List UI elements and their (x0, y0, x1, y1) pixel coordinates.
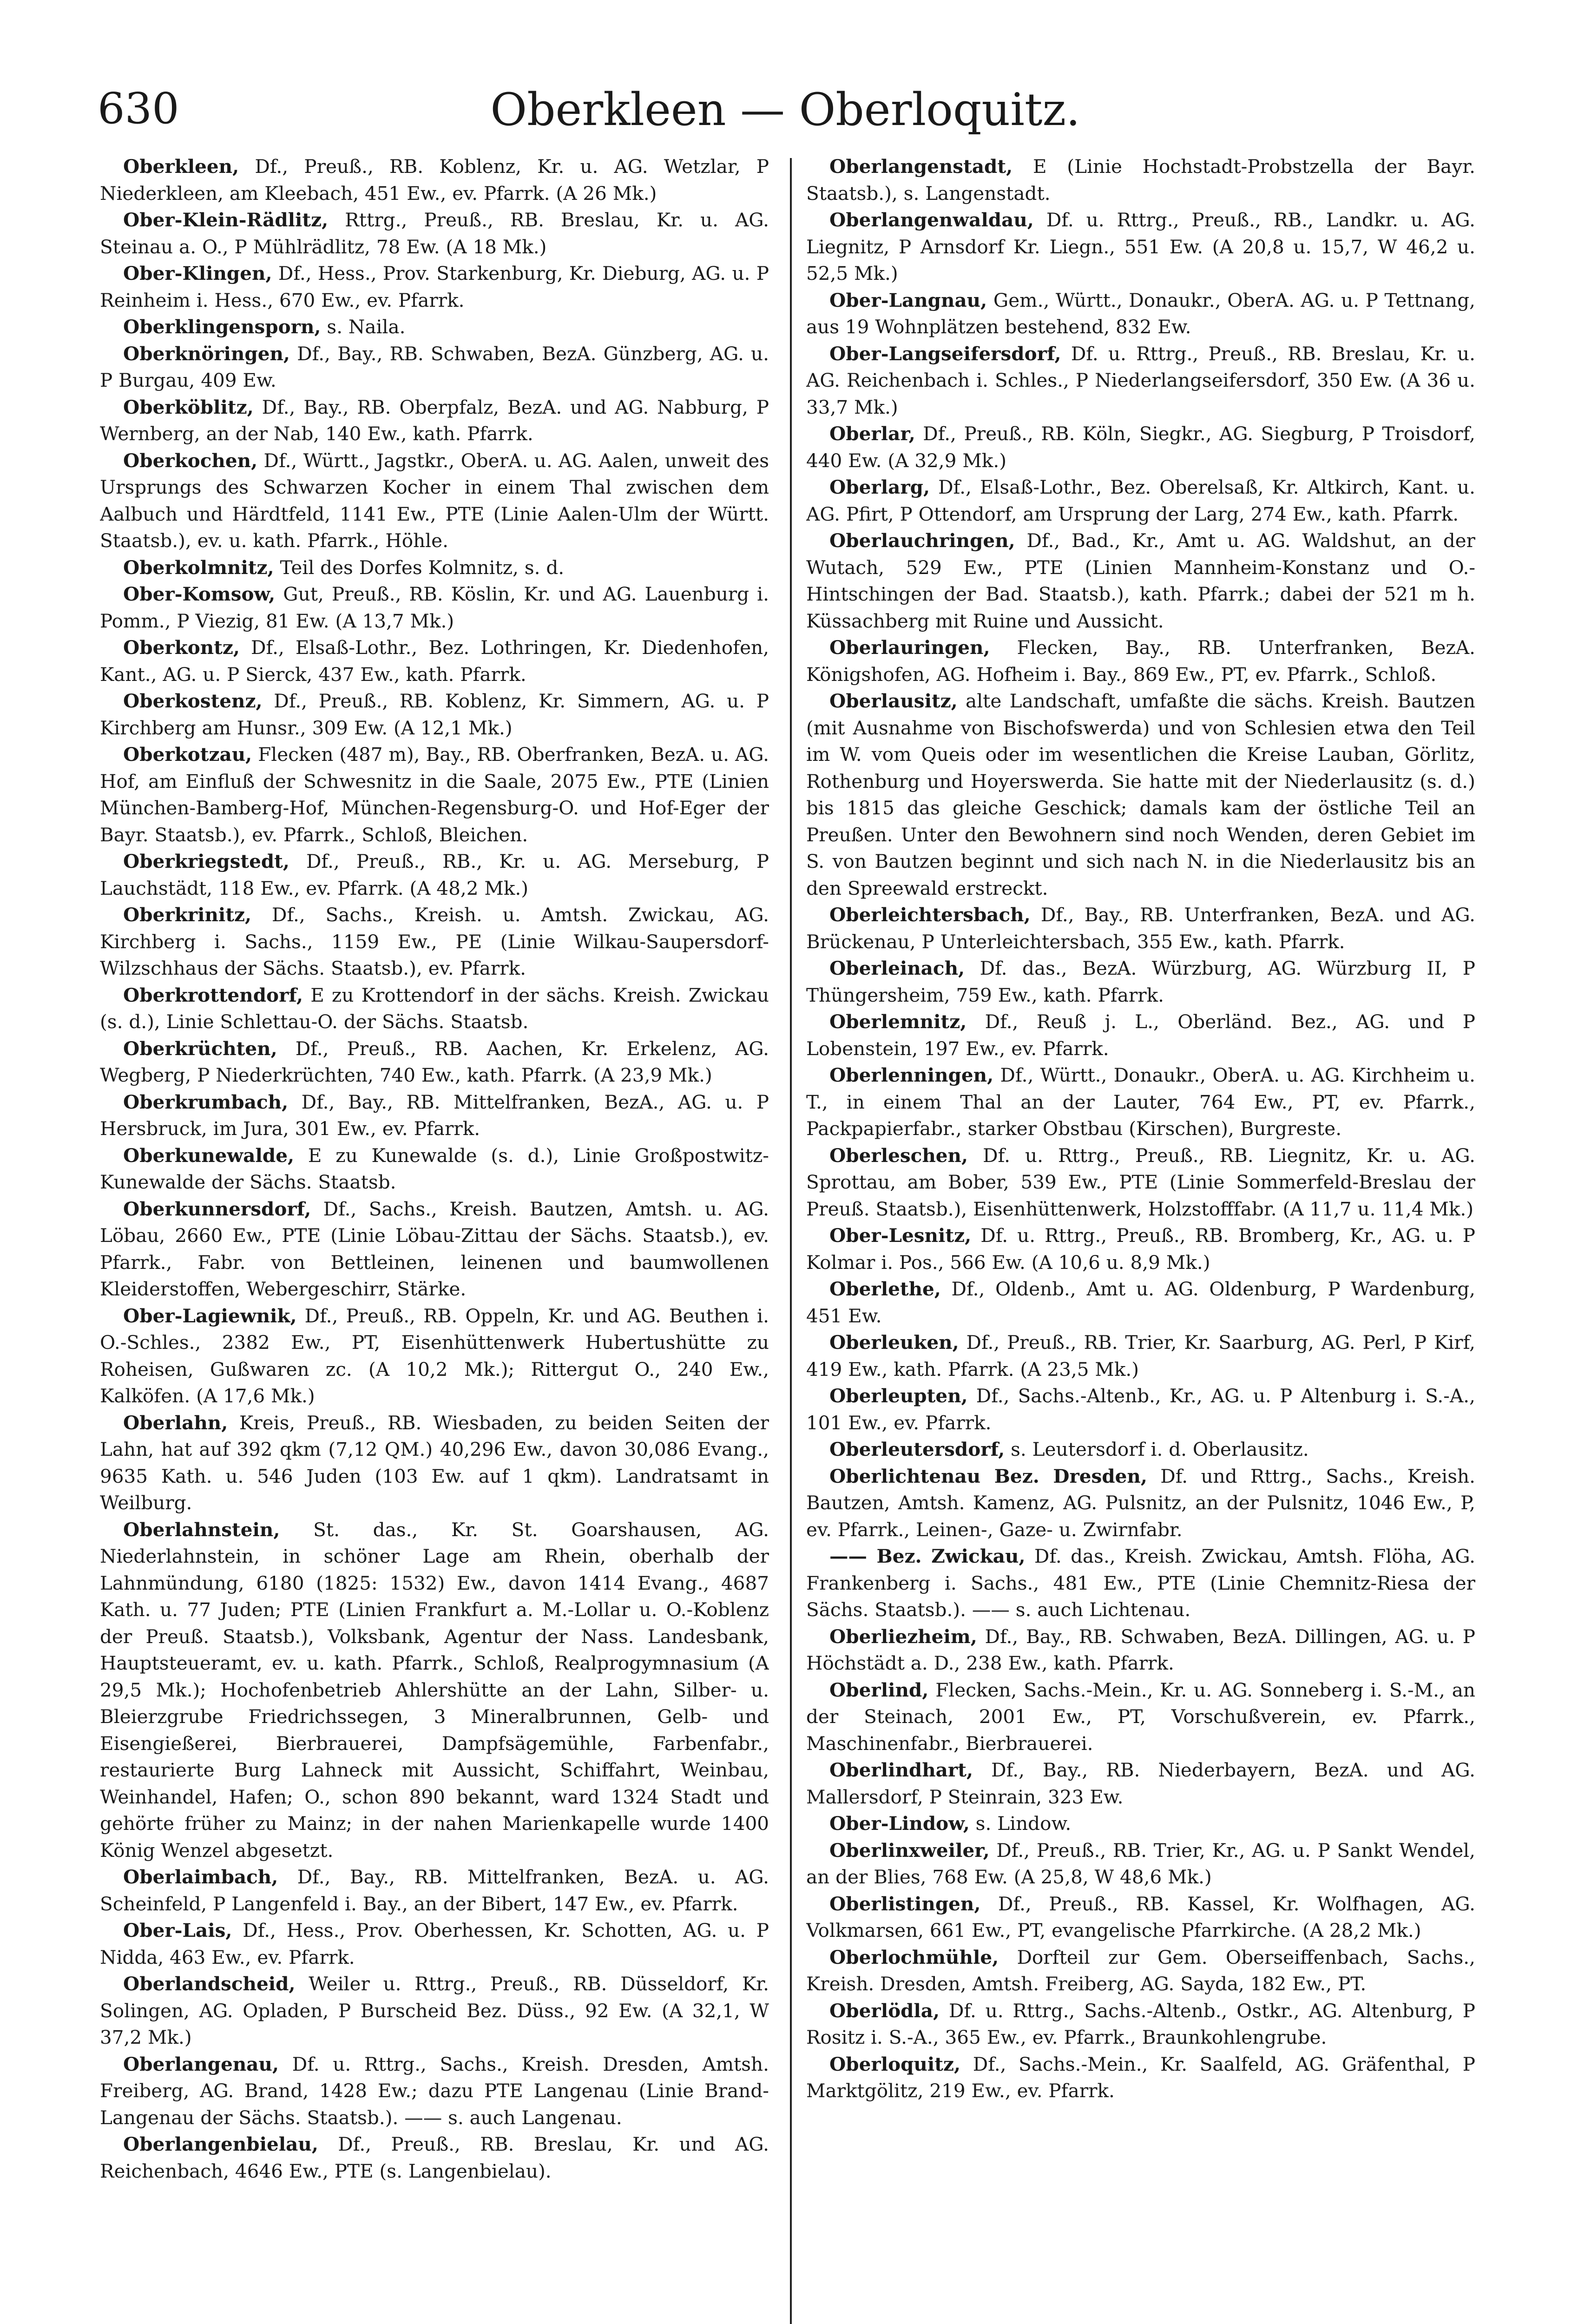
entry-text: Flecken (487 m), Bay., RB. Oberfranken, BezA. u. AG. Hof, am Einfluß der Schwesnitz in die Saale, 2075 Ew., PTE (Linien München-Bamberg-Hof, München-Regensburg-O. und Hof-Eger der Bayr. Staatsb.), ev. Pfarrk., Schloß, Bleichen. (100, 743, 769, 846)
entry-text: Df., Elsaß-Lothr., Bez. Lothringen, Kr. Diedenhofen, Kant., AG. u. P Sierck, 437 Ew., kath. Pfarrk. (100, 636, 769, 686)
entry-text: Df., Reuß j. L., Oberländ. Bez., AG. und P Lobenstein, 197 Ew., ev. Pfarrk. (806, 1010, 1475, 1060)
dictionary-entry (100, 341, 769, 394)
dictionary-entry (100, 848, 769, 902)
entry-text: Flecken, Sachs.-Mein., Kr. u. AG. Sonneberg i. S.-M., an der Steinach, 2001 Ew., PT, Vorschußverein, ev. Pfarrk., Maschinenfabr., Bierbrauerei. (806, 1678, 1475, 1755)
dictionary-entry (806, 1810, 1475, 1837)
dictionary-entry (806, 1142, 1475, 1223)
entry-headword: Oberleupten, (829, 1385, 968, 1407)
dictionary-entry (100, 688, 769, 741)
entry-text: s. Leutersdorf i. d. Oberlausitz. (1005, 1438, 1309, 1460)
entry-text: Df., Sachs.-Mein., Kr. Saalfeld, AG. Gräfenthal, P Marktgölitz, 219 Ew., ev. Pfarrk. (806, 2053, 1475, 2102)
dictionary-entry (100, 1303, 769, 1410)
entry-text: E zu Krottendorf in der sächs. Kreish. Zwickau (s. d.), Linie Schlettau-O. der Sächs. Staatsb. (100, 984, 769, 1033)
entry-headword: Oberlangenbielau, (123, 2133, 318, 2155)
entry-text: Df., Elsaß-Lothr., Bez. Oberelsaß, Kr. Altkirch, Kant. u. AG. Pfirt, P Ottendorf, am Ursprung der Larg, 274 Ew., kath. Pfarrk. (806, 476, 1475, 525)
entry-headword: Oberkrüchten, (123, 1037, 277, 1060)
entry-text: s. Naila. (321, 316, 406, 338)
entry-headword: Ober-Langseifersdorf, (829, 342, 1061, 365)
entry-headword: Oberkotzau, (123, 743, 252, 766)
entry-text: Df., Preuß., RB. Oppeln, Kr. und AG. Beuthen i. O.-Schles., 2382 Ew., PT, Eisenhüttenwerk Hubertushütte zu Roheisen, Gußwaren zc. (A 10,2 Mk.); Rittergut O., 240 Ew., Kalköfen. (A 17,6 Mk.) (100, 1304, 769, 1407)
entry-text: Df., Hess., Prov. Oberhessen, Kr. Schotten, AG. u. P Nidda, 463 Ew., ev. Pfarrk. (100, 1919, 769, 1968)
entry-text: Df., Bay., RB. Schwaben, BezA. Günzberg, AG. u. P Burgau, 409 Ew. (100, 342, 769, 391)
entry-headword: Ober-Klingen, (123, 262, 272, 284)
entry-headword: Ober-Lais, (123, 1919, 232, 1941)
entry-headword: Oberlindhart, (829, 1759, 973, 1781)
entry-text: E zu Kunewalde (s. d.), Linie Großpostwitz-Kunewalde der Sächs. Staatsb. (100, 1144, 769, 1193)
entry-text: Df., Bay., RB. Unterfranken, BezA. und AG. Brückenau, P Unterleichtersbach, 355 Ew., kath. Pfarrk. (806, 904, 1475, 953)
entry-headword: Ober-Lagiewnik, (123, 1304, 297, 1327)
entry-text: Df., Sachs., Kreish. u. Amtsh. Zwickau, AG. Kirchberg i. Sachs., 1159 Ew., PE (Linie Wilkau-Saupersdorf-Wilzschhaus der Sächs. Staatsb.), ev. Pfarrk. (100, 904, 769, 979)
entry-text: Df. u. Rttrg., Preuß., RB. Bromberg, Kr., AG. u. P Kolmar i. Pos., 566 Ew. (A 10,6 u. 8,9 Mk.) (806, 1224, 1475, 1274)
entry-text: Teil des Dorfes Kolmnitz, s. d. (274, 556, 565, 579)
entry-text: Df., Bay., RB. Niederbayern, BezA. und AG. Mallersdorf, P Steinrain, 323 Ew. (806, 1759, 1475, 1808)
entry-headword: Oberkunnersdorf, (123, 1197, 311, 1220)
entry-headword: Oberlistingen, (829, 1892, 981, 1915)
entry-text: Weiler u. Rttrg., Preuß., RB. Düsseldorf, Kr. Solingen, AG. Opladen, P Burscheid Bez. Düss., 92 Ew. (A 32,1, W 37,2 Mk.) (100, 1973, 769, 2048)
entry-text: Rttrg., Preuß., RB. Breslau, Kr. u. AG. Steinau a. O., P Mühlrädlitz, 78 Ew. (A 18 Mk.) (100, 209, 769, 258)
entry-headword: Oberloquitz, (829, 2053, 961, 2075)
dictionary-entry (100, 902, 769, 982)
entry-text: Gut, Preuß., RB. Köslin, Kr. und AG. Lauenburg i. Pomm., P Viezig, 81 Ew. (A 13,7 Mk.) (100, 583, 769, 632)
entry-headword: Oberkunewalde, (123, 1144, 295, 1167)
dictionary-entry (100, 314, 769, 341)
dictionary-entry (100, 741, 769, 848)
entry-headword: Oberleuken, (829, 1331, 959, 1353)
entry-text: Df., Hess., Prov. Starkenburg, Kr. Dieburg, AG. u. P Reinheim i. Hess., 670 Ew., ev. Pfarrk. (100, 262, 769, 311)
dictionary-entry (806, 634, 1475, 688)
entry-headword: Oberkostenz, (123, 690, 263, 712)
page-header (98, 79, 1473, 149)
entry-headword: Oberleschen, (829, 1144, 968, 1167)
entry-headword: Ober-Lindow, (829, 1812, 970, 1835)
dictionary-entry (806, 1837, 1475, 1891)
entry-text: Df. u. Rttrg., Sachs., Kreish. Dresden, Amtsh. Freiberg, AG. Brand, 1428 Ew.; dazu PTE Langenau (Linie Brand-Langenau der Sächs. Staatsb.). —— s. auch Langenau. (100, 2053, 769, 2129)
dictionary-entry (806, 474, 1475, 528)
entry-text: Df. und Rttrg., Sachs., Kreish. Bautzen, Amtsh. Kamenz, AG. Pulsnitz, an der Pulsnitz, 1046 Ew., P, ev. Pfarrk., Leinen-, Gaze- u. Zwirnfabr. (806, 1465, 1475, 1541)
entry-headword: Ober-Komsow, (123, 583, 276, 605)
entry-text: Df. das., BezA. Würzburg, AG. Würzburg II, P Thüngersheim, 759 Ew., kath. Pfarrk. (806, 957, 1475, 1006)
entry-text: Df., Preuß., RB. Koblenz, Kr. Simmern, AG. u. P Kirchberg am Hunsr., 309 Ew. (A 12,1 Mk.) (100, 690, 769, 739)
entry-headword: Oberlauchringen, (829, 529, 1015, 552)
entry-text: Kreis, Preuß., RB. Wiesbaden, zu beiden Seiten der Lahn, hat auf 392 qkm (7,12 QM.) 40,296 Ew., davon 30,086 Evang., 9635 Kath. u. 546 Juden (103 Ew. auf 1 qkm). Landratsamt in Weilburg. (100, 1411, 769, 1514)
entry-text: Df., Preuß., RB. Kassel, Kr. Wolfhagen, AG. Volkmarsen, 661 Ew., PT, evangelische Pfarrkirche. (A 28,2 Mk.) (806, 1892, 1475, 1941)
entry-headword: Oberlar, (829, 423, 915, 445)
dictionary-entry (100, 1971, 769, 2051)
dictionary-entry (806, 1222, 1475, 1276)
entry-headword: Oberknöringen, (123, 342, 290, 365)
entry-text: Df. u. Rttrg., Preuß., RB. Liegnitz, Kr. u. AG. Sprottau, am Bober, 539 Ew., PTE (Linie Sommerfeld-Breslau der Preuß. Staatsb.), Eisenhüttenwerk, Holzstofffabr. (A 11,7 u. 11,4 Mk.) (806, 1144, 1475, 1220)
dictionary-entry (806, 1436, 1475, 1463)
entry-headword: Oberkleen, (123, 155, 239, 178)
dictionary-entry (806, 1009, 1475, 1062)
dictionary-entry (806, 1944, 1475, 1998)
dictionary-entry (806, 688, 1475, 902)
entry-text: Df., Sachs.-Altenb., Kr., AG. u. P Altenburg i. S.-A., 101 Ew., ev. Pfarrk. (806, 1385, 1475, 1434)
entry-headword: Oberlenningen, (829, 1064, 994, 1086)
left-column (100, 153, 769, 2324)
dictionary-entry (100, 448, 769, 555)
entry-headword: Ober-Lesnitz, (829, 1224, 972, 1247)
entry-headword: Oberlinxweiler, (829, 1839, 990, 1862)
dictionary-entry (806, 207, 1475, 287)
entry-headword: Oberlangenau, (123, 2053, 279, 2075)
entry-text: s. Lindow. (969, 1812, 1072, 1835)
entry-headword: —— Bez. Zwickau, (829, 1545, 1026, 1567)
dictionary-entry (806, 528, 1475, 634)
entry-text: Df., Bay., RB. Mittelfranken, BezA. u. AG. Scheinfeld, P Langenfeld i. Bay., an der Bibert, 147 Ew., ev. Pfarrk. (100, 1866, 769, 1915)
dictionary-entry (100, 2051, 769, 2132)
entry-text: Df., Württ., Donaukr., OberA. u. AG. Kirchheim u. T., in einem Thal an der Lauter, 764 Ew., PT, ev. Pfarrk., Packpapierfabr., starker Obstbau (Kirschen), Burgreste. (806, 1064, 1475, 1140)
entry-text: Df. u. Rttrg., Preuß., RB. Breslau, Kr. u. AG. Reichenbach i. Schles., P Niederlangseifersdorf, 350 Ew. (A 36 u. 33,7 Mk.) (806, 342, 1475, 418)
entry-text: Df., Sachs., Kreish. Bautzen, Amtsh. u. AG. Löbau, 2660 Ew., PTE (Linie Löbau-Zittau der Sächs. Staatsb.), ev. Pfarrk., Fabr. von Bettleinen, leinenen und baumwollenen Kleiderstoffen, Webergeschirr, Stärke. (100, 1197, 769, 1300)
entry-text: Df., Preuß., RB. Trier, Kr. Saarburg, AG. Perl, P Kirf, 419 Ew., kath. Pfarrk. (A 23,5 Mk.) (806, 1331, 1475, 1380)
entry-text: Df., Preuß., RB., Kr. u. AG. Merseburg, P Lauchstädt, 118 Ew., ev. Pfarrk. (A 48,2 Mk.) (100, 850, 769, 899)
dictionary-entry (100, 1089, 769, 1142)
entry-text: Dorfteil zur Gem. Oberseiffenbach, Sachs., Kreish. Dresden, Amtsh. Freiberg, AG. Sayda, 182 Ew., PT. (806, 1946, 1475, 1995)
column-divider (790, 158, 792, 2324)
entry-headword: Ober-Klein-Rädlitz, (123, 209, 329, 231)
page-number: 630 (98, 84, 179, 133)
dictionary-entry (806, 1891, 1475, 1944)
entry-text: Df., Oldenb., Amt u. AG. Oldenburg, P Wardenburg, 451 Ew. (806, 1278, 1475, 1327)
dictionary-entry (100, 2131, 769, 2185)
right-column (806, 153, 1475, 2324)
entry-headword: Oberlausitz, (829, 690, 958, 712)
entry-headword: Oberklingensporn, (123, 316, 321, 338)
dictionary-entry (806, 1677, 1475, 1757)
dictionary-entry (806, 1757, 1475, 1810)
dictionary-entry (100, 634, 769, 688)
dictionary-entry (806, 1998, 1475, 2051)
dictionary-entry (100, 1410, 769, 1517)
entry-headword: Oberlarg, (829, 476, 930, 498)
entry-text: alte Landschaft, umfaßte die sächs. Kreish. Bautzen (mit Ausnahme von Bischofswerda) und von Schlesien etwa den Teil im W. vom Queis oder im wesentlichen die Kreise Lauban, Görlitz, Rothenburg und Hoyerswerda. Sie hatte mit der Niederlausitz (s. d.) bis 1815 das gleiche Geschick; damals kam der östliche Teil an Preußen. Unter den Bewohnern sind noch Wenden, deren Gebiet im S. von Bautzen beginnt und sich nach N. in die Niederlausitz bis an den Spreewald erstreckt. (806, 690, 1475, 899)
entry-headword: Oberlandscheid, (123, 1973, 296, 1995)
entry-headword: Oberleinach, (829, 957, 965, 979)
entry-text: Df., Bay., RB. Oberpfalz, BezA. und AG. Nabburg, P Wernberg, an der Nab, 140 Ew., kath. Pfarrk. (100, 396, 769, 445)
dictionary-entry (806, 1062, 1475, 1142)
entry-text: Df., Preuß., RB. Trier, Kr., AG. u. P Sankt Wendel, an der Blies, 768 Ew. (A 25,8, W 48,6 Mk.) (806, 1839, 1475, 1888)
entry-headword: Oberlochmühle, (829, 1946, 999, 1968)
entry-headword: Oberlaimbach, (123, 1866, 278, 1888)
dictionary-entry (100, 207, 769, 260)
dictionary-entry (806, 955, 1475, 1009)
entry-text: Flecken, Bay., RB. Unterfranken, BezA. Königshofen, AG. Hofheim i. Bay., 869 Ew., PT, ev. Pfarrk., Schloß. (806, 636, 1475, 686)
dictionary-entry (806, 2051, 1475, 2105)
entry-headword: Ober-Langnau, (829, 289, 987, 311)
dictionary-entry (100, 1864, 769, 1917)
entry-headword: Oberleichtersbach, (829, 904, 1031, 926)
entry-headword: Oberlind, (829, 1678, 929, 1701)
entry-text: Df., Bay., RB. Mittelfranken, BezA., AG. u. P Hersbruck, im Jura, 301 Ew., ev. Pfarrk. (100, 1090, 769, 1140)
dictionary-entry (100, 1517, 769, 1864)
dictionary-entry (100, 153, 769, 207)
entry-headword: Oberkrottendorf, (123, 984, 303, 1006)
entry-text: Df., Bay., RB. Schwaben, BezA. Dillingen, AG. u. P Höchstädt a. D., 238 Ew., kath. Pfarrk. (806, 1625, 1475, 1674)
dictionary-entry (100, 1142, 769, 1196)
entry-headword: Oberkrinitz, (123, 904, 252, 926)
dictionary-entry (100, 1036, 769, 1089)
entry-text: Df., Preuß., RB. Aachen, Kr. Erkelenz, AG. Wegberg, P Niederkrüchten, 740 Ew., kath. Pfarrk. (A 23,9 Mk.) (100, 1037, 769, 1086)
entry-headword: Oberlangenstadt, (829, 155, 1013, 178)
entry-headword: Oberlahn, (123, 1411, 228, 1434)
entry-headword: Oberkolmnitz, (123, 556, 274, 579)
entry-text: Df., Württ., Jagstkr., OberA. u. AG. Aalen, unweit des Ursprungs des Schwarzen Kocher in einem Thal zwischen dem Aalbuch und Härdtfeld, 1141 Ew., PTE (Linie Aalen-Ulm der Württ. Staatsb.), ev. u. kath. Pfarrk., Höhle. (100, 449, 769, 552)
entry-text: St. das., Kr. St. Goarshausen, AG. Niederlahnstein, in schöner Lage am Rhein, oberhalb der Lahnmündung, 6180 (1825: 1532) Ew., davon 1414 Evang., 4687 Kath. u. 77 Juden; PTE (Linien Frankfurt a. M.-Lollar u. O.-Koblenz der Preuß. Staatsb.), Volksbank, Agentur der Nass. Landesbank, Hauptsteueramt, ev. u. kath. Pfarrk., Schloß, Realprogymnasium (A 29,5 Mk.); Hochofenbetrieb Ahlershütte an der Lahn, Silber- u. Bleierzgrube Friedrichssegen, 3 Mineralbrunnen, Gelb- und Eisengießerei, Bierbrauerei, Dampfsägemühle, Farbenfabr., restaurierte Burg Lahneck mit Aussicht, Schiffahrt, Weinbau, Weinhandel, Hafen; O., schon 890 bekannt, ward 1324 Stadt und gehörte früher zu Mainz; in der nahen Marienkapelle wurde 1400 König Wenzel abgesetzt. (100, 1518, 769, 1862)
dictionary-entry (100, 1917, 769, 1971)
entry-text: Df., Preuß., RB. Breslau, Kr. und AG. Reichenbach, 4646 Ew., PTE (s. Langenbielau). (100, 2133, 769, 2182)
dictionary-entry (806, 1463, 1475, 1544)
entry-headword: Oberlauringen, (829, 636, 990, 659)
dictionary-entry (806, 1329, 1475, 1383)
dictionary-entry (806, 153, 1475, 207)
entry-headword: Oberlahnstein, (123, 1518, 280, 1541)
entry-headword: Oberkriegstedt, (123, 850, 289, 872)
entry-headword: Oberlödla, (829, 1999, 940, 2022)
entry-headword: Oberlemnitz, (829, 1010, 967, 1033)
entry-text: Df. u. Rttrg., Preuß., RB., Landkr. u. AG. Liegnitz, P Arnsdorf Kr. Liegn., 551 Ew. (A 20,8 u. 15,7, W 46,2 u. 52,5 Mk.) (806, 209, 1475, 284)
entry-text: E (Linie Hochstadt-Probstzella der Bayr. Staatsb.), s. Langenstadt. (806, 155, 1475, 205)
dictionary-entry (806, 341, 1475, 421)
entry-headword: Oberlethe, (829, 1278, 941, 1300)
entry-text: Df., Bad., Kr., Amt u. AG. Waldshut, an der Wutach, 529 Ew., PTE (Linien Mannheim-Konstanz und O.-Hintschingen der Bad. Staatsb.), kath. Pfarrk.; dabei der 521 m h. Küssachberg mit Ruine und Aussicht. (806, 529, 1475, 632)
entry-headword: Oberköblitz, (123, 396, 254, 418)
entry-headword: Oberkrumbach, (123, 1090, 289, 1113)
entry-text: Df. u. Rttrg., Sachs.-Altenb., Ostkr., AG. Altenburg, P Rositz i. S.-A., 365 Ew., ev. Pfarrk., Braunkohlengrube. (806, 1999, 1475, 2048)
dictionary-entry (100, 260, 769, 314)
entry-headword: Oberlangenwaldau, (829, 209, 1034, 231)
dictionary-entry (100, 982, 769, 1036)
entry-text: Df., Preuß., RB. Köln, Siegkr., AG. Siegburg, P Troisdorf, 440 Ew. (A 32,9 Mk.) (806, 423, 1475, 472)
dictionary-entry (806, 287, 1475, 341)
dictionary-entry (100, 555, 769, 581)
dictionary-entry (806, 421, 1475, 474)
dictionary-entry (806, 1383, 1475, 1436)
dictionary-entry (806, 1276, 1475, 1329)
entry-headword: Oberkochen, (123, 449, 258, 472)
entry-headword: Oberlichtenau Bez. Dresden, (829, 1465, 1147, 1487)
entry-text: Gem., Württ., Donaukr., OberA. AG. u. P Tettnang, aus 19 Wohnplätzen bestehend, 832 Ew. (806, 289, 1475, 338)
dictionary-entry (100, 581, 769, 634)
entry-text: Df. das., Kreish. Zwickau, Amtsh. Flöha, AG. Frankenberg i. Sachs., 481 Ew., PTE (Linie Chemnitz-Riesa der Sächs. Staatsb.). —— s. auch Lichtenau. (806, 1545, 1475, 1621)
dictionary-entry (806, 902, 1475, 955)
entry-text: Df., Preuß., RB. Koblenz, Kr. u. AG. Wetzlar, P Niederkleen, am Kleebach, 451 Ew., ev. Pfarrk. (A 26 Mk.) (100, 155, 769, 205)
entry-headword: Oberliezheim, (829, 1625, 977, 1648)
running-title: Oberkleen — Oberloquitz. (490, 84, 1080, 136)
entry-headword: Oberkontz, (123, 636, 240, 659)
dictionary-entry (100, 1196, 769, 1303)
dictionary-entry (806, 1624, 1475, 1677)
dictionary-entry (806, 1543, 1475, 1624)
dictionary-entry (100, 394, 769, 448)
entry-headword: Oberleutersdorf, (829, 1438, 1005, 1460)
